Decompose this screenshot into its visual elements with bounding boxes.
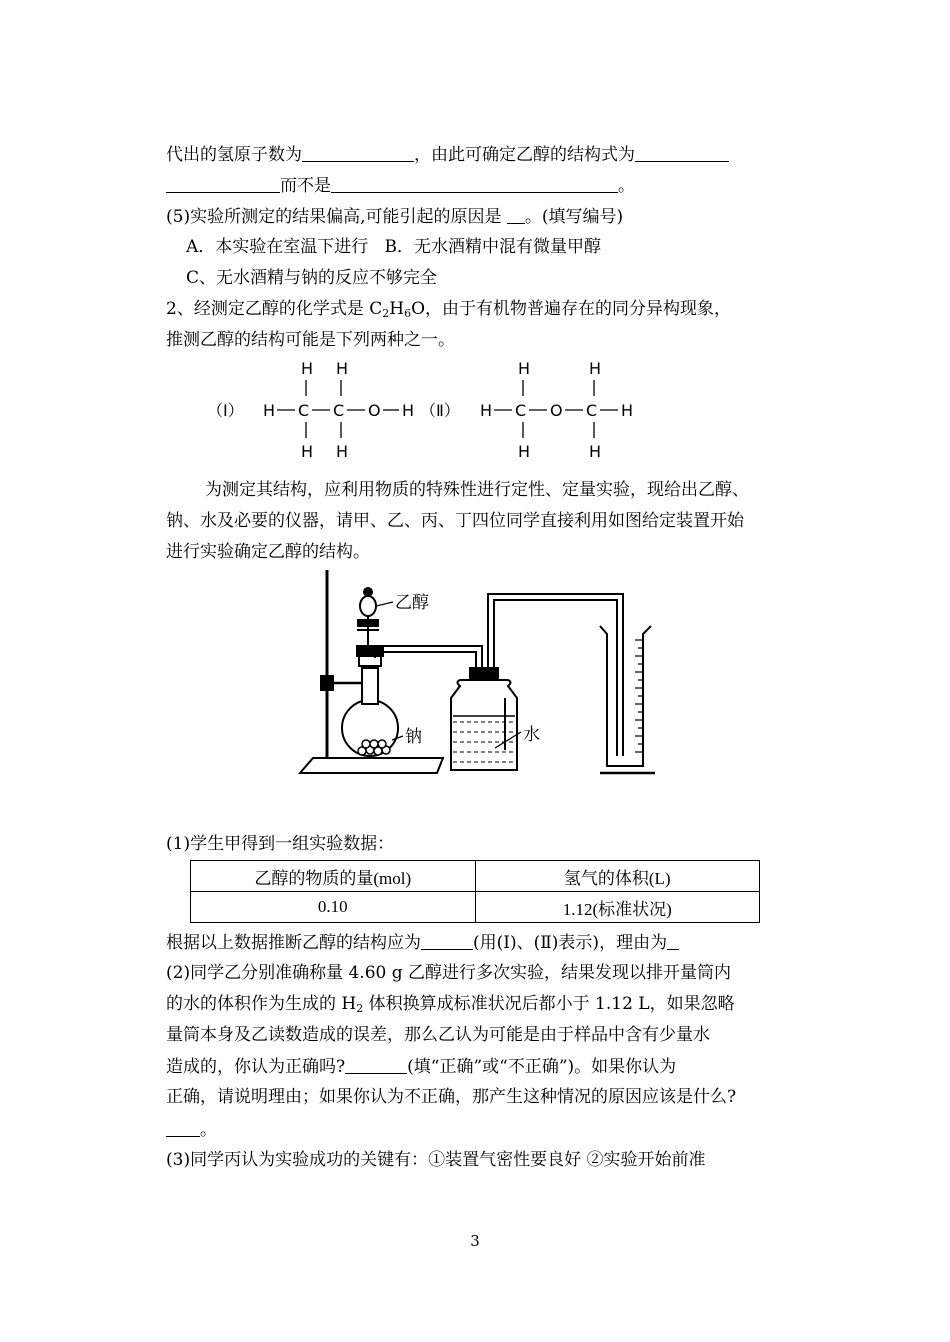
q2-para1 bbox=[205, 479, 749, 501]
svg-text:O: O bbox=[368, 401, 381, 420]
text-span: 体积换算成标准状况后都小于 1.12 L，如果忽略 bbox=[363, 994, 735, 1014]
text-span: (5)实验所测定的结果偏高,可能引起的原因是 bbox=[166, 207, 502, 227]
apparatus-figure bbox=[295, 568, 665, 778]
q2-sub1-question bbox=[166, 931, 679, 954]
svg-text:H: H bbox=[336, 442, 349, 461]
answer-blank[interactable] bbox=[166, 174, 280, 193]
svg-text:C: C bbox=[515, 401, 527, 420]
text-span: 2、经测定乙醇的化学式是 C bbox=[166, 299, 383, 319]
text-span: 为测定其结构，应利用物质的特殊性进行定性、定量实验，现给出乙醇、 bbox=[205, 480, 749, 500]
answer-blank[interactable] bbox=[166, 1118, 200, 1137]
q2-sub2-l1 bbox=[166, 962, 731, 984]
label-ethanol: 乙醇 bbox=[395, 593, 429, 613]
table-row bbox=[191, 892, 760, 923]
q2-sub2-l3 bbox=[166, 1024, 710, 1046]
text-span: 造成的，你认为正确吗? bbox=[166, 1057, 346, 1077]
option-a: A．本实验在室温下进行 bbox=[186, 237, 369, 257]
text-span: 代出的氢原子数为 bbox=[166, 145, 302, 165]
structural-formulas bbox=[205, 356, 655, 466]
text-span: 钠、水及必要的仪器，请甲、乙、丙、丁四位同学直接利用如图给定装置开始 bbox=[166, 511, 744, 531]
text-span: 。(填写编号) bbox=[524, 207, 624, 227]
text-span: (填“正确”或“不正确”)。如果你认为 bbox=[407, 1057, 677, 1077]
table-header: 乙醇的物质的量(mol) bbox=[191, 861, 476, 892]
text-span: 正确，请说明理由；如果你认为不正确，那产生这种情况的原因应该是什么? bbox=[166, 1087, 737, 1107]
svg-text:H: H bbox=[518, 442, 531, 461]
text-span: (3)同学丙认为实验成功的关键有：①装置气密性要良好 ②实验开始前准 bbox=[166, 1150, 706, 1170]
subscript: 2 bbox=[356, 1002, 364, 1015]
answer-blank[interactable] bbox=[667, 931, 679, 950]
q2-intro bbox=[166, 298, 731, 320]
svg-text:H: H bbox=[402, 401, 415, 420]
svg-text:H: H bbox=[263, 401, 276, 420]
text-span: 推测乙醇的结构可能是下列两种之一。 bbox=[166, 330, 455, 350]
text-span: ，由此可确定乙醇的结构式为 bbox=[414, 145, 635, 165]
data-table bbox=[190, 860, 760, 923]
table-cell: 1.12(标准状况) bbox=[475, 892, 760, 923]
answer-blank[interactable] bbox=[507, 205, 525, 224]
q1-line1 bbox=[166, 143, 729, 166]
svg-text:H: H bbox=[518, 359, 531, 378]
svg-text:H: H bbox=[480, 401, 493, 420]
text-span: 。 bbox=[200, 1120, 217, 1140]
svg-text:C: C bbox=[298, 401, 310, 420]
label-sodium: 钠 bbox=[405, 727, 422, 747]
q2-para2 bbox=[166, 510, 744, 532]
svg-text:H: H bbox=[621, 401, 634, 420]
text-span: H bbox=[389, 299, 405, 319]
svg-text:H: H bbox=[589, 359, 602, 378]
answer-blank[interactable] bbox=[421, 931, 473, 950]
subscript: 6 bbox=[404, 307, 412, 320]
q2-intro2 bbox=[166, 329, 455, 351]
page-number: 3 bbox=[470, 1232, 480, 1250]
svg-text:C: C bbox=[333, 401, 345, 420]
table-cell: 0.10 bbox=[191, 892, 476, 923]
svg-text:H: H bbox=[336, 359, 349, 378]
q2-sub2-l4 bbox=[166, 1055, 676, 1078]
svg-text:C: C bbox=[586, 401, 598, 420]
text-span: (1)学生甲得到一组实验数据： bbox=[166, 834, 395, 854]
q2-sub2-l6 bbox=[166, 1118, 217, 1141]
label-water: 水 bbox=[523, 725, 540, 745]
text-span: O，由于有机物普遍存在的同分异构现象， bbox=[411, 299, 731, 319]
q1-options-ab bbox=[186, 236, 601, 258]
answer-blank[interactable] bbox=[345, 1055, 407, 1074]
text-span: 。 bbox=[618, 176, 635, 196]
table-header: 氢气的体积(L) bbox=[475, 861, 760, 892]
text-span: 量筒本身及乙读数造成的误差，那么乙认为可能是由于样品中含有少量水 bbox=[166, 1025, 710, 1045]
subscript: 2 bbox=[382, 307, 390, 320]
q2-sub2-l2 bbox=[166, 993, 735, 1015]
table-header-row bbox=[191, 861, 760, 892]
text-span: (2)同学乙分别准确称量 4.60 g 乙醇进行多次实验，结果发现以排开量筒内 bbox=[166, 963, 732, 983]
text-span: (用(I)、(Ⅱ)表示)，理由为 bbox=[473, 933, 668, 953]
svg-text:O: O bbox=[550, 401, 563, 420]
text-span: 的水的体积作为生成的 H bbox=[166, 994, 357, 1014]
q2-sub2-l5 bbox=[166, 1086, 736, 1108]
option-b: B．无水酒精中混有微量甲醇 bbox=[384, 237, 601, 257]
svg-text:H: H bbox=[301, 442, 314, 461]
q1-line2 bbox=[166, 174, 635, 197]
svg-text:H: H bbox=[301, 359, 314, 378]
svg-text:H: H bbox=[589, 442, 602, 461]
struct-label-i: （Ⅰ） bbox=[207, 401, 244, 420]
text-span: 进行实验确定乙醇的结构。 bbox=[166, 542, 370, 562]
q1-q5 bbox=[166, 205, 623, 228]
answer-blank[interactable] bbox=[331, 174, 618, 193]
answer-blank[interactable] bbox=[635, 143, 729, 162]
text-span: 根据以上数据推断乙醇的结构应为 bbox=[166, 933, 421, 953]
struct-label-ii: （Ⅱ） bbox=[420, 401, 460, 420]
answer-blank[interactable] bbox=[302, 143, 414, 162]
q2-sub1 bbox=[166, 833, 394, 855]
q1-option-c bbox=[186, 267, 437, 289]
q2-para3 bbox=[166, 541, 370, 563]
text-span: 而不是 bbox=[280, 176, 331, 196]
option-c: C、无水酒精与钠的反应不够完全 bbox=[186, 268, 438, 288]
q2-sub3 bbox=[166, 1149, 705, 1171]
